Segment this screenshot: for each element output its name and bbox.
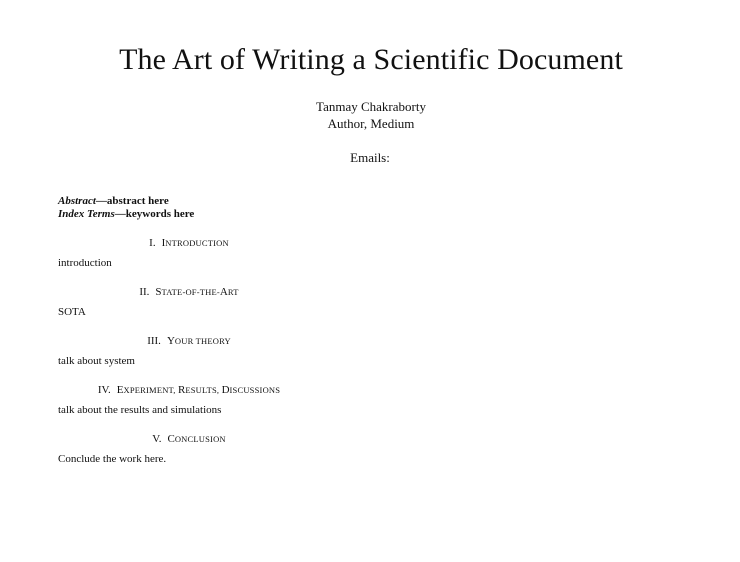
section-heading-experiment — [58, 383, 320, 397]
abstract-lead: Abstract — [58, 195, 96, 207]
author-emails: Emails: — [350, 150, 390, 165]
abstract-text: —abstract here — [95, 195, 169, 207]
section-number: II. — [139, 286, 150, 298]
index-terms — [58, 208, 320, 221]
abstract — [58, 195, 320, 208]
section-title-cap: S — [155, 286, 162, 298]
section-title-cap-3: D — [221, 384, 230, 396]
paper-title: The Art of Writing a Scientific Document — [119, 43, 623, 76]
section-body-experiment: talk about the results and simulations — [58, 404, 222, 416]
section-heading-conclusion — [58, 432, 320, 446]
section-heading-state-of-the-art — [58, 285, 320, 299]
section-title-rest: OUR THEORY — [174, 336, 231, 346]
section-body-conclusion: Conclude the work here. — [58, 453, 167, 465]
section-title-cap-2: A — [219, 286, 228, 298]
section-heading-introduction — [58, 236, 320, 250]
section-title-cap: I — [161, 237, 166, 249]
section-body-introduction: introduction — [58, 257, 112, 269]
author-block — [0, 98, 740, 132]
left-column — [58, 195, 320, 466]
section-title-cap: C — [167, 433, 175, 445]
section-title-rest-2: ESULTS, — [185, 385, 222, 395]
section-body-your-theory: talk about system — [58, 355, 135, 367]
author-affiliation: Author, Medium — [327, 116, 415, 131]
section-title-rest-2: RT — [227, 287, 239, 297]
section-number: IV. — [97, 384, 111, 396]
section-title-cap: Y — [166, 335, 175, 347]
section-title-cap-2: R — [177, 384, 186, 396]
index-terms-text: —keywords here — [114, 208, 195, 220]
section-number: V. — [152, 433, 162, 445]
section-title-rest: ONCLUSION — [174, 434, 226, 444]
section-title-rest: NTRODUCTION — [165, 238, 229, 248]
author-name: Tanmay Chakraborty — [316, 99, 426, 114]
section-heading-your-theory — [58, 334, 320, 348]
section-number: III. — [147, 335, 161, 347]
section-number: I. — [149, 237, 156, 249]
index-terms-lead: Index Terms — [58, 208, 115, 220]
section-body-state-of-the-art: SOTA — [58, 306, 86, 318]
section-title-rest: XPERIMENT, — [123, 385, 178, 395]
section-title-rest-3: ISCUSSIONS — [229, 385, 281, 395]
section-title-cap: E — [116, 384, 124, 396]
section-title-rest: TATE-OF-THE- — [161, 287, 220, 297]
